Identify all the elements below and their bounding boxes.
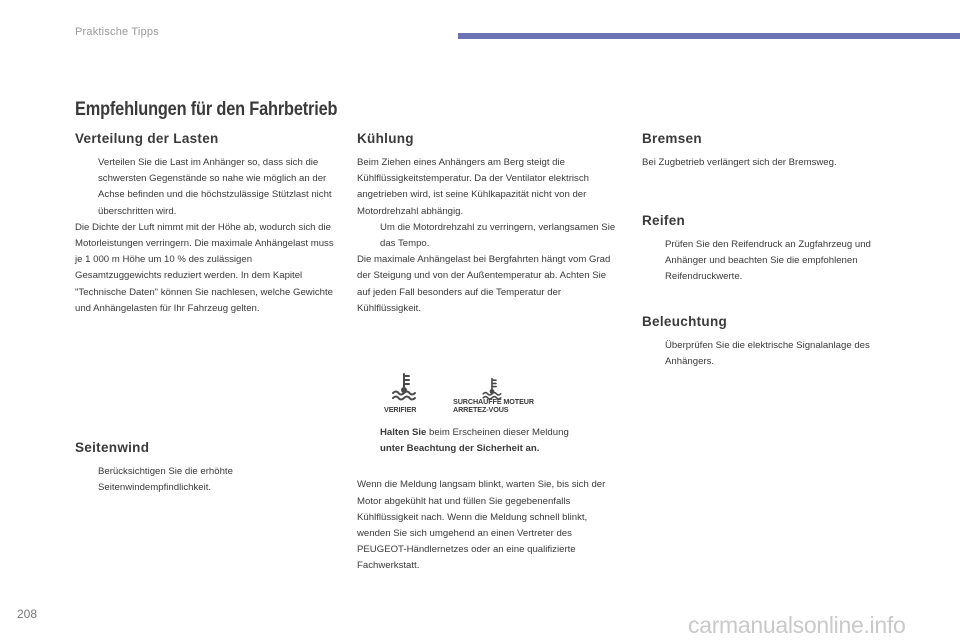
- page-number: 208: [17, 607, 38, 621]
- crosswind-bullet: [75, 464, 337, 496]
- lighting-bullet: [642, 338, 904, 370]
- section-cooling: [357, 131, 622, 317]
- load-bullet-text: Verteilen Sie die Last im Anhänger so, dass sich die schwersten Gegenstände so nahe wie möglich an der Achse befinden und die höchstzulässige Stützlast nicht überschritten wird.: [98, 157, 332, 217]
- icon2-caption-line1: SURCHAUFFE MOTEUR: [453, 397, 534, 406]
- load-paragraph: Die Dichte der Luft nimmt mit der Höhe ab, wodurch sich die Motorleistungen verringern. Die maximale Anhängelast muss je 1 000 m Höhe um 10 % des zulässigen Gesamtzuggewichts reduziert werden. In dem Kapitel "Technische Daten" können Sie nachlesen, welche Gewichte und Anhängelasten für Ihr Fahrzeug gelten.: [75, 221, 334, 314]
- load-distribution-heading: Verteilung der Lasten: [75, 131, 219, 146]
- section-load-distribution: [75, 131, 337, 317]
- section-crosswind: [75, 440, 337, 496]
- header-section-title: Praktische Tipps: [75, 26, 159, 38]
- watermark: carmanualsonline.info: [688, 612, 906, 638]
- cooling-paragraph-1: Beim Ziehen eines Anhängers am Berg steigt die Kühlflüssigkeitstemperatur. Da der Ventilator elektrisch angetrieben wird, ist seine Kühlkapazität nicht von der Motordrehzahl abhängig.: [357, 157, 589, 217]
- tyres-heading: Reifen: [642, 213, 686, 228]
- cooling-paragraph-2: Die maximale Anhängelast bei Bergfahrten hängt vom Grad der Steigung und von der Außentemperatur ab. Achten Sie auf jeden Fall besonders auf die Temperatur der Kühlflüssigkeit.: [357, 254, 611, 314]
- brakes-heading: Bremsen: [642, 131, 702, 146]
- section-stop-instruction: [357, 425, 622, 575]
- cooling-bullet-text: Um die Motordrehzahl zu verringern, verlangsamen Sie das Tempo.: [380, 221, 616, 250]
- crosswind-bullet-text: Berücksichtigen Sie die erhöhte Seitenwindempfindlichkeit.: [98, 466, 233, 494]
- section-brakes: [642, 131, 904, 171]
- cooling-bullet: [357, 220, 622, 252]
- section-lighting: [642, 314, 904, 370]
- page-title: Empfehlungen für den Fahrbetrieb: [75, 99, 338, 120]
- stop-bullet: [357, 425, 622, 457]
- stop-bullet-bold-line2: unter Beachtung der Sicherheit an.: [380, 443, 540, 455]
- header-accent-bar: [458, 33, 960, 39]
- load-bullet: [75, 155, 337, 220]
- stop-bullet-bold-start: Halten Sie: [380, 427, 427, 438]
- tyres-bullet-text: Prüfen Sie den Reifendruck an Zugfahrzeug und Anhänger und beachten Sie die empfohlenen Reifendruckwerte.: [665, 239, 871, 283]
- brakes-paragraph: Bei Zugbetrieb verlängert sich der Bremsweg.: [642, 157, 837, 168]
- tyres-bullet: [642, 237, 904, 286]
- section-tyres: [642, 213, 904, 286]
- cooling-heading: Kühlung: [357, 131, 414, 146]
- coolant-temperature-icon: [390, 372, 418, 402]
- stop-paragraph: Wenn die Meldung langsam blinkt, warten Sie, bis sich der Motor abgekühlt hat und füllen Sie gegebenenfalls Kühlflüssigkeit nach. Wenn die Meldung schnell blinkt, wenden Sie sich umgehend an einen Vertreter des PEUGEOT-Händlernetzes oder an eine qualifizierte Fachwerkstatt.: [357, 479, 606, 572]
- stop-bullet-rest: beim Erscheinen dieser Meldung: [426, 427, 569, 438]
- warning-icons: [382, 372, 552, 418]
- crosswind-heading: Seitenwind: [75, 440, 150, 455]
- icon1-caption: VERIFIER: [384, 405, 417, 414]
- lighting-heading: Beleuchtung: [642, 314, 728, 329]
- lighting-bullet-text: Überprüfen Sie die elektrische Signalanlage des Anhängers.: [665, 340, 870, 368]
- icon2-caption-line2: ARRETEZ-VOUS: [453, 405, 509, 414]
